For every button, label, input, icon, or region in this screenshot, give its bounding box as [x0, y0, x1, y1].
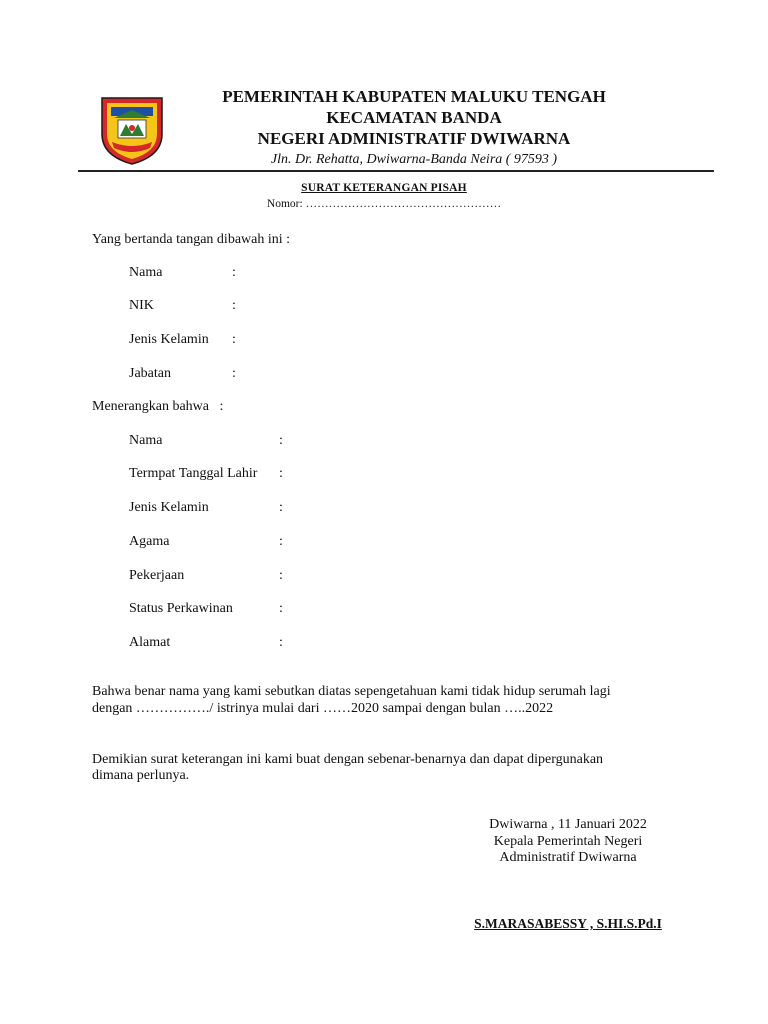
field-label-religion: Agama: [129, 534, 170, 549]
field-colon: :: [232, 366, 236, 381]
signature-place-date: Dwiwarna , 11 Januari 2022: [489, 817, 647, 832]
letter-title: SURAT KETERANGAN PISAH: [301, 182, 467, 194]
field-colon: :: [232, 332, 236, 347]
field-label-name: Nama: [129, 433, 163, 448]
signer-name: S.MARASABESSY , S.HI.S.Pd.I: [474, 916, 662, 931]
header-district: KECAMATAN BANDA: [326, 108, 502, 127]
field-colon: :: [279, 500, 283, 515]
statement-line-2: dengan ……………./ istrinya mulai dari ……2020 sampai dengan bulan …..2022: [92, 701, 554, 716]
field-colon: :: [232, 298, 236, 313]
field-label-birthplace-date: Termpat Tanggal Lahir: [129, 466, 258, 481]
field-label-address: Alamat: [129, 635, 171, 650]
closing-line-1: Demikian surat keterangan ini kami buat dengan sebenar-benarnya dan dapat dipergunakan: [92, 752, 604, 767]
field-colon: :: [232, 265, 236, 280]
header-village: NEGERI ADMINISTRATIF DWIWARNA: [257, 129, 571, 148]
field-colon: :: [279, 568, 283, 583]
field-label-occupation: Pekerjaan: [129, 568, 185, 583]
header-government: PEMERINTAH KABUPATEN MALUKU TENGAH: [222, 87, 606, 106]
subject-intro: Menerangkan bahwa :: [92, 399, 224, 414]
letter-number: Nomor: ……………………………………………: [266, 198, 502, 210]
field-label-gender: Jenis Kelamin: [129, 500, 209, 515]
field-colon: :: [279, 635, 283, 650]
field-label-name: Nama: [129, 265, 163, 280]
field-colon: :: [279, 534, 283, 549]
field-colon: :: [279, 433, 283, 448]
field-colon: :: [279, 466, 283, 481]
field-label-marital-status: Status Perkawinan: [129, 601, 233, 616]
header-address: Jln. Dr. Rehatta, Dwiwarna-Banda Neira ( 97593 ): [270, 152, 558, 167]
field-label-gender: Jenis Kelamin: [129, 332, 209, 347]
field-colon: :: [279, 601, 283, 616]
signature-position-line-1: Kepala Pemerintah Negeri: [493, 834, 643, 849]
header-divider: [78, 170, 714, 172]
field-label-nik: NIK: [129, 298, 154, 313]
closing-line-2: dimana perlunya.: [92, 768, 190, 783]
statement-line-1: Bahwa benar nama yang kami sebutkan diatas sepengetahuan kami tidak hidup serumah lagi: [92, 684, 611, 699]
field-label-position: Jabatan: [129, 366, 171, 381]
signatory-intro: Yang bertanda tangan dibawah ini :: [92, 232, 291, 247]
signature-position-line-2: Administratif Dwiwarna: [499, 850, 637, 865]
